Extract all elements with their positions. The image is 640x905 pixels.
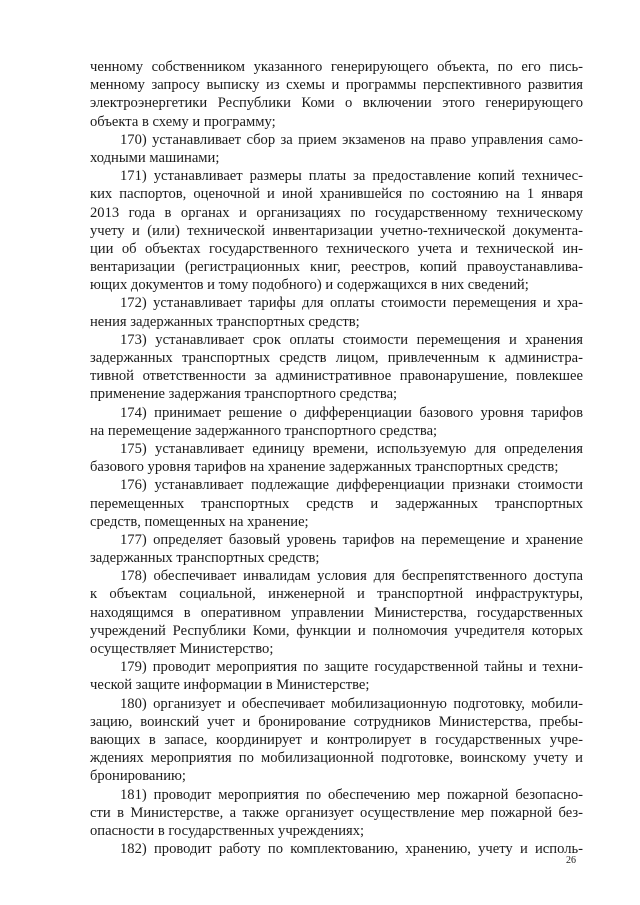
text-line: 179) проводит мероприятия по защите государственной тайны и техни- <box>120 659 583 676</box>
text-line: находящимся в оперативном управлении Министерства, государственных <box>90 604 583 621</box>
text-line: ции об объектах государственного технического учета и технической ин- <box>90 240 583 257</box>
text-line: средств, помещенных на хранение; <box>90 513 309 530</box>
text-line: 174) принимает решение о дифференциации базового уровня тарифов <box>120 404 583 421</box>
text-line: вентаризации (регистрационных книг, реестров, копий правоустанавлива- <box>90 259 583 276</box>
text-line: на перемещение задержанного транспортного средства; <box>90 422 438 439</box>
text-line: нения задержанных транспортных средств; <box>90 313 360 330</box>
text-line: электроэнергетики Республики Коми о включении этого генерирующего <box>90 95 583 112</box>
text-line: опасности в государственных учреждениях; <box>90 822 365 839</box>
text-line: к объектам социальной, инженерной и транспортной инфраструктуры, <box>90 586 583 603</box>
text-line: менному запросу выписку из схемы и программы перспективного развития <box>90 77 583 94</box>
text-line: 172) устанавливает тарифы для оплаты стоимости перемещения и хра- <box>120 295 583 312</box>
text-line: бронированию; <box>90 768 186 785</box>
text-line: 173) устанавливает срок оплаты стоимости перемещения и хранения <box>120 331 583 348</box>
text-line: сти в Министерстве, а также организует осуществление мер пожарной без- <box>90 804 583 821</box>
text-line: 170) устанавливает сбор за прием экзаменов на право управления само- <box>120 131 583 148</box>
text-line: зацию, воинский учет и бронирование сотрудников Министерства, пребы- <box>90 713 583 730</box>
document-body <box>90 58 583 858</box>
text-line: 176) устанавливает подлежащие дифференциации признаки стоимости <box>120 477 583 494</box>
text-line: 178) обеспечивает инвалидам условия для беспрепятственного доступа <box>120 568 583 585</box>
text-line: задержанных транспортных средств; <box>90 550 320 567</box>
text-line: базового уровня тарифов на хранение задержанных транспортных средств; <box>90 459 559 476</box>
text-line: вающих в запасе, координирует и контролирует в государственных учре- <box>90 731 583 748</box>
text-line: ждениях мероприятия по мобилизационной подготовке, воинскому учету и <box>90 750 583 767</box>
text-line: тивной ответственности за административное правонарушение, повлекшее <box>90 368 583 385</box>
text-line: учету и (или) технической инвентаризации учетно-технической документа- <box>90 222 583 239</box>
text-line: 171) устанавливает размеры платы за предоставление копий техничес- <box>120 168 583 185</box>
text-line: перемещенных транспортных средств и задержанных транспортных <box>90 495 583 512</box>
text-line: ческой защите информации в Министерстве; <box>90 677 370 694</box>
text-line: 181) проводит мероприятия по обеспечению мер пожарной безопасно- <box>120 786 583 803</box>
text-line: объекта в схему и программу; <box>90 113 276 130</box>
text-line: учреждений Республики Коми, функции и полномочия учредителя которых <box>90 622 583 639</box>
text-line: ченному собственником указанного генерирующего объекта, по его пись- <box>90 59 583 75</box>
text-line: 180) организует и обеспечивает мобилизационную подготовку, мобили- <box>120 695 583 712</box>
text-line: 175) устанавливает единицу времени, используемую для определения <box>120 440 583 457</box>
text-line: ющих документов и тому подобного) и содержащихся в них сведений; <box>90 277 529 294</box>
text-line: ходными машинами; <box>90 149 220 166</box>
text-line: 177) определяет базовый уровень тарифов на перемещение и хранение <box>120 531 583 548</box>
page-number: 26 <box>566 855 576 866</box>
text-line: 2013 года в органах и организациях по государственному техническому <box>90 204 583 221</box>
text-line: 182) проводит работу по комплектованию, хранению, учету и исполь- <box>120 841 583 858</box>
text-line: ких паспортов, оценочной и иной хранившейся по состоянию на 1 января <box>90 186 583 203</box>
text-line: осуществляет Министерство; <box>90 641 274 657</box>
text-line: применение задержания транспортного средства; <box>90 386 398 403</box>
text-line: задержанных транспортных средств лицом, привлеченным к администра- <box>90 350 583 366</box>
